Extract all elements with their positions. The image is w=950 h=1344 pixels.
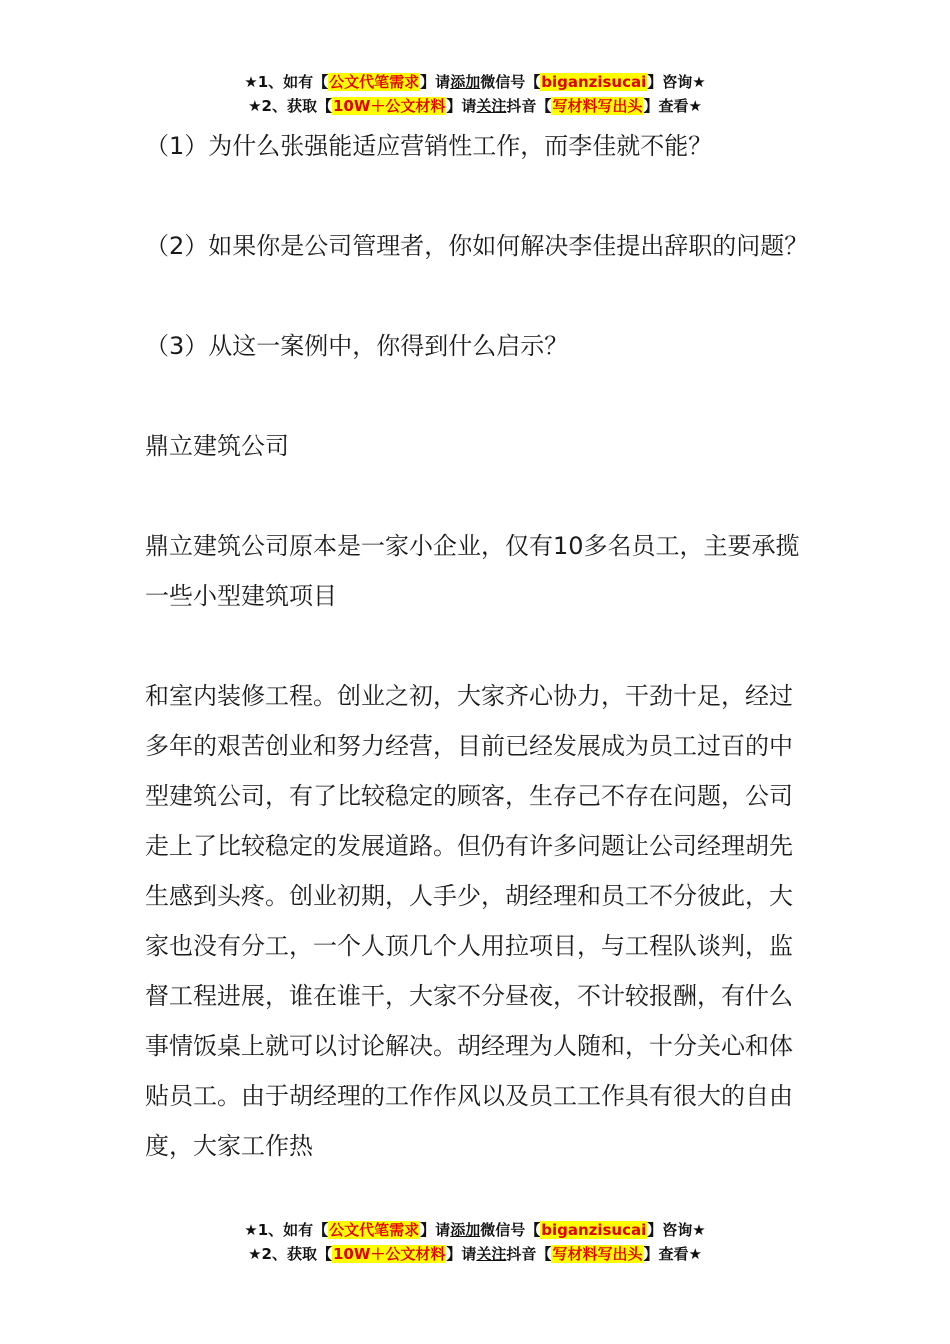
paragraph-gap bbox=[145, 371, 813, 421]
banner-text: 】请 bbox=[420, 73, 451, 91]
banner-underline: 关注 bbox=[476, 97, 507, 115]
banner-underline: 添加 bbox=[450, 73, 481, 91]
banner-highlight: 写材料写出头 bbox=[552, 97, 643, 115]
question-2: （2）如果你是公司管理者，你如何解决李佳提出辞职的问题？ bbox=[145, 232, 809, 260]
banner-text: 】咨询★ bbox=[647, 73, 706, 91]
banner-line-2 bbox=[0, 94, 950, 118]
banner-highlight: biganzisucai bbox=[541, 1221, 647, 1239]
banner-text: 抖音【 bbox=[506, 97, 552, 115]
banner-highlight: 10W＋公文材料 bbox=[332, 1245, 446, 1263]
banner-text: ★1、如有【 bbox=[244, 73, 329, 91]
banner-text: ★2、获取【 bbox=[248, 97, 332, 115]
paragraph-gap bbox=[145, 621, 813, 671]
banner-text: 】请 bbox=[446, 1245, 477, 1263]
footer-banner bbox=[0, 1218, 950, 1266]
header-banner bbox=[0, 70, 950, 118]
banner-highlight: 公文代笔需求 bbox=[329, 1221, 420, 1239]
paragraph-gap bbox=[145, 171, 813, 221]
banner-text: 微信号【 bbox=[480, 1221, 541, 1239]
banner-text: 抖音【 bbox=[506, 1245, 552, 1263]
banner-highlight: 公文代笔需求 bbox=[329, 73, 420, 91]
document-body bbox=[145, 121, 813, 1171]
banner-line-1 bbox=[0, 70, 950, 94]
banner-text: ★1、如有【 bbox=[244, 1221, 329, 1239]
paragraph-gap bbox=[145, 471, 813, 521]
banner-text: 】查看★ bbox=[643, 97, 702, 115]
banner-underline: 添加 bbox=[450, 1221, 481, 1239]
banner-text: 】查看★ bbox=[643, 1245, 702, 1263]
case-paragraph-2: 和室内装修工程。创业之初，大家齐心协力，干劲十足，经过多年的艰苦创业和努力经营，目前已经发展成为员工过百的中型建筑公司，有了比较稳定的顾客，生存己不存在问题，公司走上了比较稳定的发展道路。但仍有许多问题让公司经理胡先生感到头疼。创业初期，人手少，胡经理和员工不分彼此，大家也没有分工，一个人顶几个人用拉项目，与工程队谈判，监督工程进展，谁在谁干，大家不分昼夜，不计较报酬，有什么事情饭桌上就可以讨论解决。胡经理为人随和，十分关心和体贴员工。由于胡经理的工作作风以及员工工作具有很大的自由度，大家工作热 bbox=[145, 682, 793, 1160]
banner-highlight: 写材料写出头 bbox=[552, 1245, 643, 1263]
banner-line-1 bbox=[0, 1218, 950, 1242]
banner-line-2 bbox=[0, 1242, 950, 1266]
banner-text: 微信号【 bbox=[480, 73, 541, 91]
banner-underline: 关注 bbox=[476, 1245, 507, 1263]
banner-text: ★2、获取【 bbox=[248, 1245, 332, 1263]
banner-text: 】咨询★ bbox=[647, 1221, 706, 1239]
question-1: （1）为什么张强能适应营销性工作，而李佳就不能？ bbox=[145, 132, 713, 160]
banner-text: 】请 bbox=[420, 1221, 451, 1239]
case-title: 鼎立建筑公司 bbox=[145, 432, 289, 460]
banner-highlight: biganzisucai bbox=[541, 73, 647, 91]
question-3: （3）从这一案例中，你得到什么启示？ bbox=[145, 332, 569, 360]
banner-highlight: 10W＋公文材料 bbox=[332, 97, 446, 115]
banner-text: 】请 bbox=[446, 97, 477, 115]
case-paragraph-1: 鼎立建筑公司原本是一家小企业，仅有10多名员工，主要承揽一些小型建筑项目 bbox=[145, 532, 800, 610]
paragraph-gap bbox=[145, 271, 813, 321]
